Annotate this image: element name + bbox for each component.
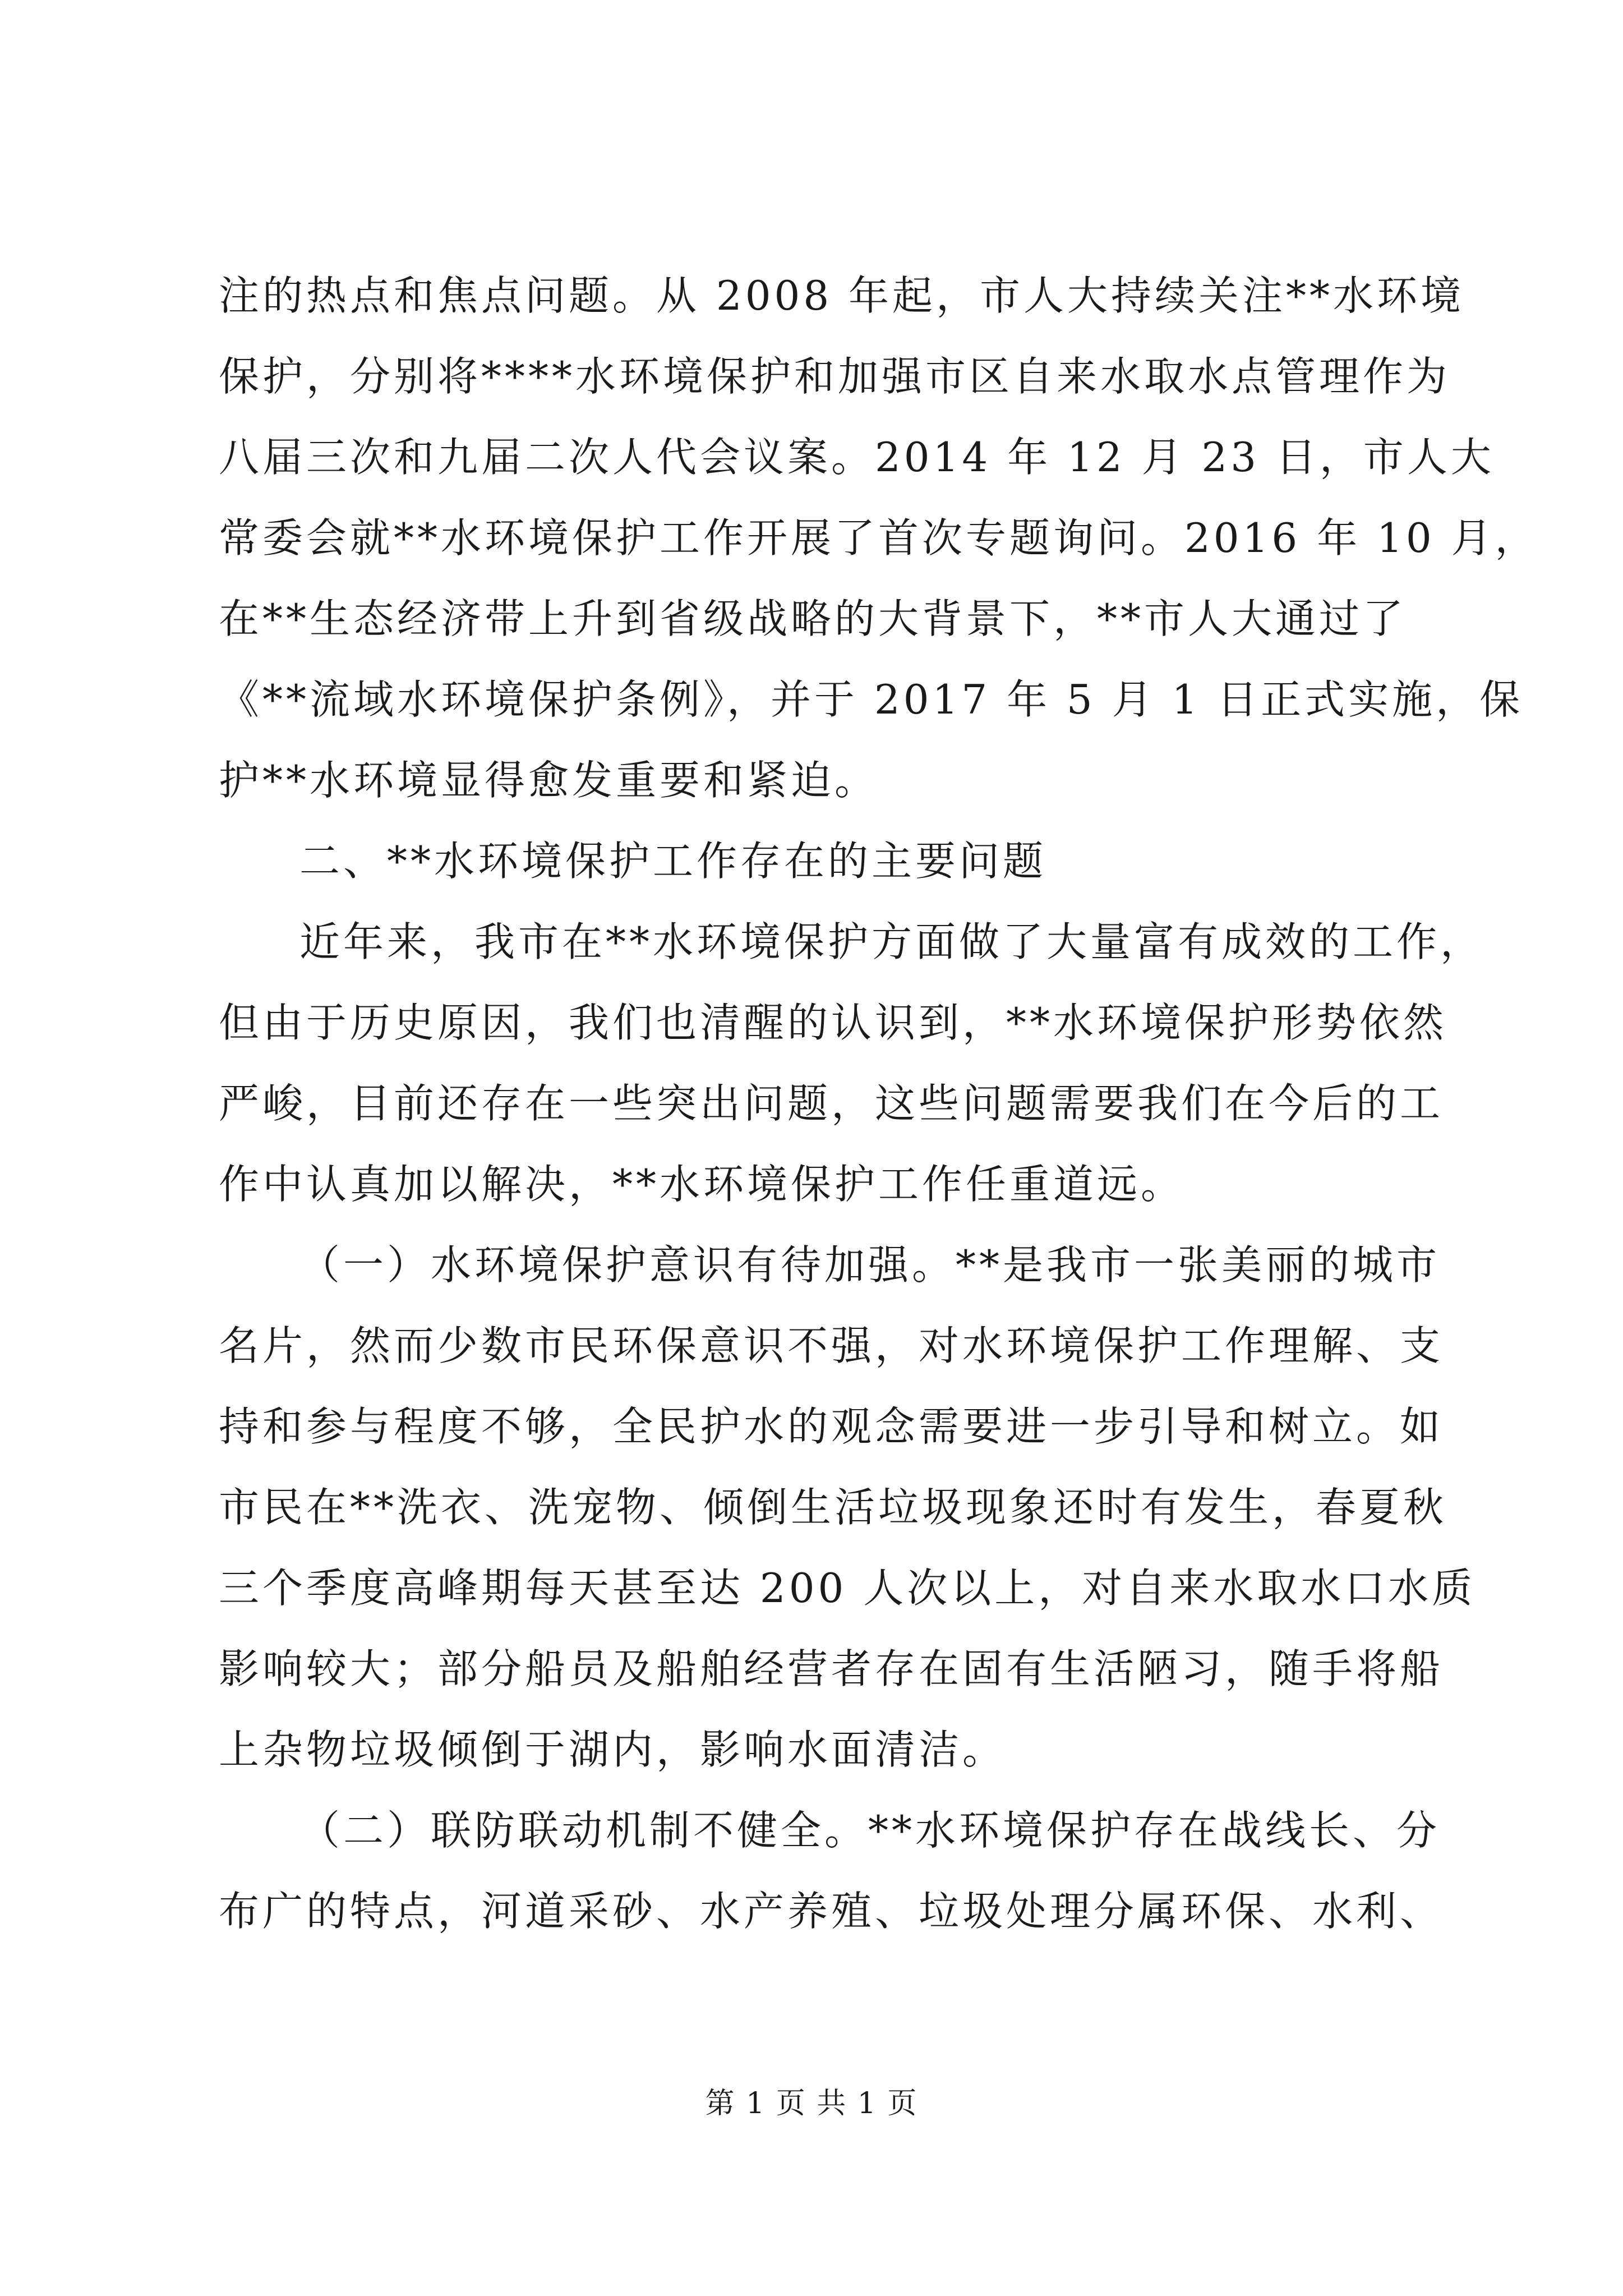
text-line: 市民在**洗衣、洗宠物、倾倒生活垃圾现象还时有发生，春夏秋 [219, 1484, 1447, 1531]
text-line: 影响较大；部分船员及船舶经营者存在固有生活陋习，随手将船 [219, 1645, 1444, 1692]
text-line: 名片，然而少数市民环保意识不强，对水环境保护工作理解、支 [219, 1322, 1444, 1369]
text-line: 《**流域水环境保护条例》，并于 2017 年 5 月 1 日正式实施，保 [219, 676, 1524, 723]
text-line: 近年来，我市在**水环境保护方面做了大量富有成效的工作， [299, 918, 1484, 965]
text-line: （一）水环境保护意识有待加强。**是我市一张美丽的城市 [299, 1241, 1441, 1289]
section-heading: 二、**水环境保护工作存在的主要问题 [299, 838, 1047, 885]
text-line: 布广的特点，河道采砂、水产养殖、垃圾处理分属环保、水利、 [219, 1888, 1444, 1935]
text-line: 常委会就**水环境保护工作开展了首次专题询问。2016 年 10 月， [219, 514, 1539, 562]
text-line: 但由于历史原因，我们也清醒的认识到，**水环境保护形势依然 [219, 999, 1447, 1046]
text-line: （二）联防联动机制不健全。**水环境保护存在战线长、分 [299, 1807, 1441, 1854]
text-line: 护**水环境显得愈发重要和紧迫。 [219, 757, 879, 804]
text-line: 三个季度高峰期每天甚至达 200 人次以上，对自来水取水口水质 [219, 1565, 1476, 1612]
text-line: 持和参与程度不够，全民护水的观念需要进一步引导和树立。如 [219, 1403, 1444, 1450]
text-line: 在**生态经济带上升到省级战略的大背景下，**市人大通过了 [219, 595, 1407, 642]
text-line: 保护，分别将****水环境保护和加强市区自来水取水点管理作为 [219, 353, 1451, 400]
document-body [219, 255, 1539, 1952]
text-line: 作中认真加以解决，**水环境保护工作任重道远。 [219, 1161, 1185, 1208]
text-line: 上杂物垃圾倾倒于湖内，影响水面清洁。 [219, 1726, 1007, 1773]
page-footer: 第 1 页 共 1 页 [705, 2087, 918, 2120]
text-line: 八届三次和九届二次人代会议案。2014 年 12 月 23 日，市人大 [219, 434, 1495, 481]
text-line: 严峻，目前还存在一些突出问题，这些问题需要我们在今后的工 [219, 1080, 1444, 1127]
text-line: 注的热点和焦点问题。从 2008 年起，市人大持续关注**水环境 [219, 272, 1465, 319]
